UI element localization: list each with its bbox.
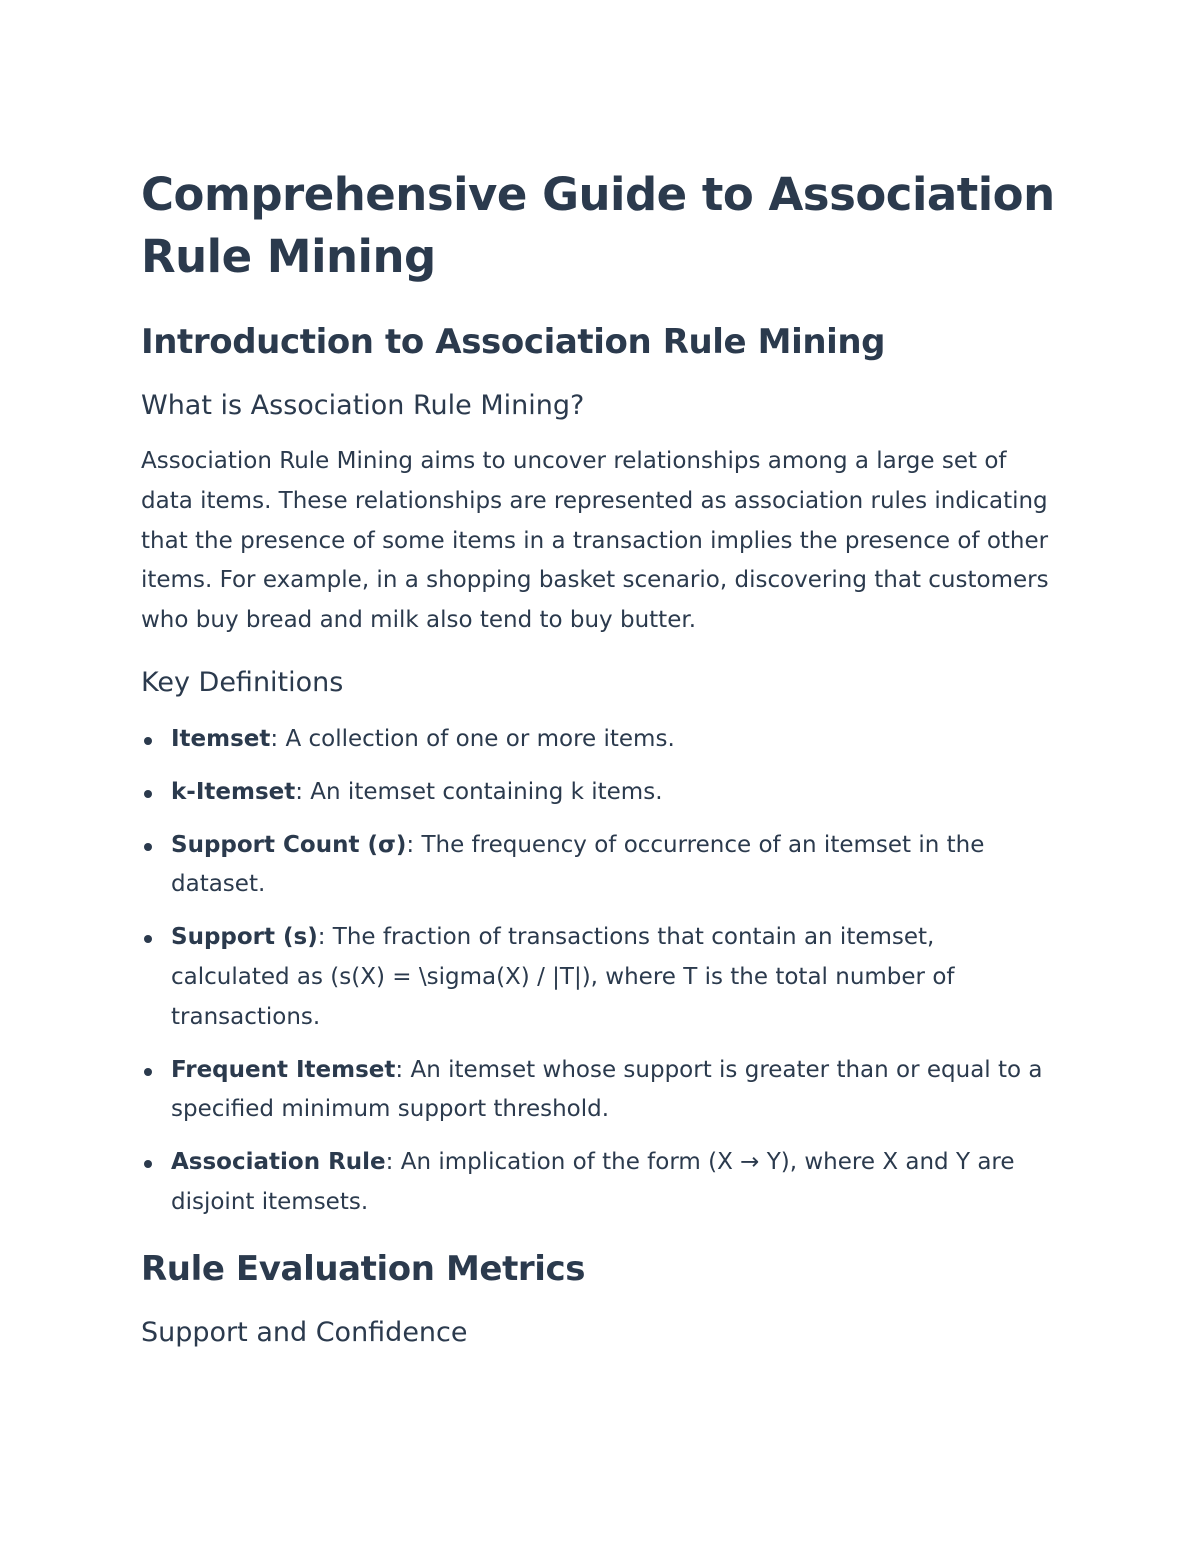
- definition-text: A collection of one or more items.: [278, 725, 675, 752]
- definition-term: Support (s): [171, 924, 318, 951]
- section-heading-introduction: Introduction to Association Rule Mining: [141, 322, 886, 362]
- definition-text: The frequency of occurrence of an itemset in the dataset.: [171, 831, 985, 898]
- definition-separator: :: [317, 924, 326, 951]
- definition-item-k-itemset: [141, 773, 1060, 813]
- definition-separator: :: [295, 778, 303, 805]
- key-definitions-list: [141, 720, 1060, 1223]
- definition-term: Support Count (σ): [171, 831, 407, 858]
- definition-term: Frequent Itemset: [171, 1056, 396, 1083]
- definition-separator: :: [385, 1149, 394, 1176]
- definition-separator: :: [270, 725, 279, 752]
- definition-text: An implication of the form (X → Y), where X and Y are disjoint itemsets.: [171, 1149, 1015, 1215]
- definition-item-itemset: [141, 720, 1060, 760]
- definition-item-support-count: [141, 826, 1060, 906]
- subsection-heading-what-is: What is Association Rule Mining?: [141, 390, 585, 421]
- definition-term: k-Itemset: [171, 778, 296, 805]
- definition-term: Association Rule: [171, 1149, 386, 1176]
- definition-text: An itemset containing k items.: [303, 778, 663, 805]
- definition-separator: :: [406, 831, 415, 858]
- definition-item-frequent-itemset: [141, 1051, 1060, 1131]
- definition-item-association-rule: [141, 1143, 1060, 1223]
- definition-text: The fraction of transactions that contain an itemset, calculated as (s(X) = \sigma(X) / |T|), where T is the total number of transactions.: [171, 924, 955, 1030]
- definition-separator: :: [395, 1056, 404, 1083]
- document-title: Comprehensive Guide to Association Rule Mining: [141, 168, 1055, 283]
- subsection-heading-key-definitions: Key Definitions: [141, 666, 344, 698]
- definition-item-support: [141, 918, 1060, 1037]
- subsection-heading-support-confidence: Support and Confidence: [141, 1316, 468, 1348]
- definition-text: An itemset whose support is greater than or equal to a specified minimum support threshold.: [171, 1056, 1043, 1123]
- definition-term: Itemset: [171, 725, 271, 752]
- intro-paragraph: Association Rule Mining aims to uncover relationships among a large set of data items. These relationships are represented as association rules indicating that the presence of some items in a transaction implies the presence of other items. For example, in a shopping basket scenario, discovering that customers who buy bread and milk also tend to buy butter.: [141, 448, 1049, 634]
- section-heading-rule-evaluation: Rule Evaluation Metrics: [141, 1248, 586, 1289]
